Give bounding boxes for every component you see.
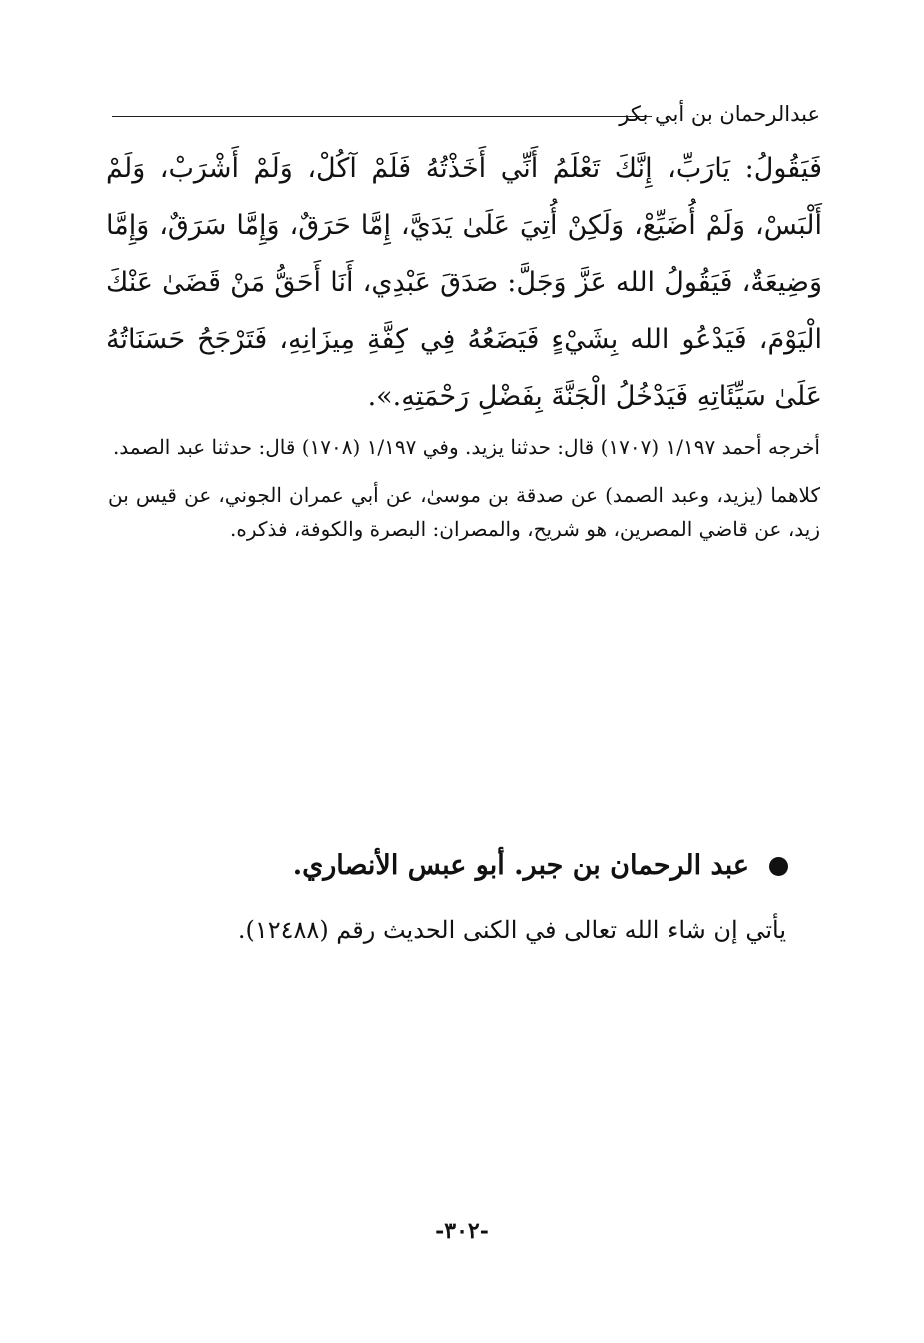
takhrij-source: أخرجه أحمد ١/١٩٧ (١٧٠٧) قال: حدثنا يزيد. وفي ١/١٩٧ (١٧٠٨) قال: حدثنا عبد الصمد. xyxy=(112,435,820,459)
entry-heading-row xyxy=(293,850,788,881)
takhrij-section xyxy=(108,430,820,546)
running-head-title: عبدالرحمان بن أبي بكر xyxy=(619,102,820,126)
running-head xyxy=(112,100,820,132)
entry-crossref: يأتي إن شاء الله تعالى في الكنى الحديث رقم (١٢٤٨٨). xyxy=(237,916,786,944)
page-number: -٣٠٢- xyxy=(435,1218,489,1244)
hadith-text: فَيَقُولُ: يَارَبِّ، إِنَّكَ تَعْلَمُ أَنِّي أَخَذْتُهُ فَلَمْ آكُلْ، وَلَمْ أَشْرَبْ، وَلَمْ أَلْبَسْ، وَلَمْ أُضَيِّعْ، وَلَكِنْ أُتِيَ عَلَىٰ يَدَيَّ، إِمَّا حَرَقٌ، وَإِمَّا سَرَقٌ، وَإِمَّا وَضِيعَةٌ، فَيَقُولُ الله عَزَّ وَجَلَّ: صَدَقَ عَبْدِي، أَنَا أَحَقُّ مَنْ قَضَىٰ عَنْكَ الْيَوْمَ، فَيَدْعُو الله بِشَيْءٍ فَيَضَعُهُ فِي كِفَّةِ مِيزَانِهِ، فَتَرْجَحُ حَسَنَاتُهُ عَلَىٰ سَيِّئَاتِهِ فَيَدْخُلُ الْجَنَّةَ بِفَضْلِ رَحْمَتِهِ.». xyxy=(106,153,822,412)
takhrij-chain: كلاهما (يزيد، وعبد الصمد) عن صدقة بن موسىٰ، عن أبي عمران الجوني، عن قيس بن زيد، عن قاضي المصرين، هو شريح، والمصران: البصرة والكوفة، فذكره. xyxy=(108,483,821,541)
header-rule xyxy=(112,116,652,117)
bullet-icon xyxy=(769,857,788,876)
entry-heading: عبد الرحمان بن جبر. أبو عبس الأنصاري. xyxy=(292,850,749,881)
